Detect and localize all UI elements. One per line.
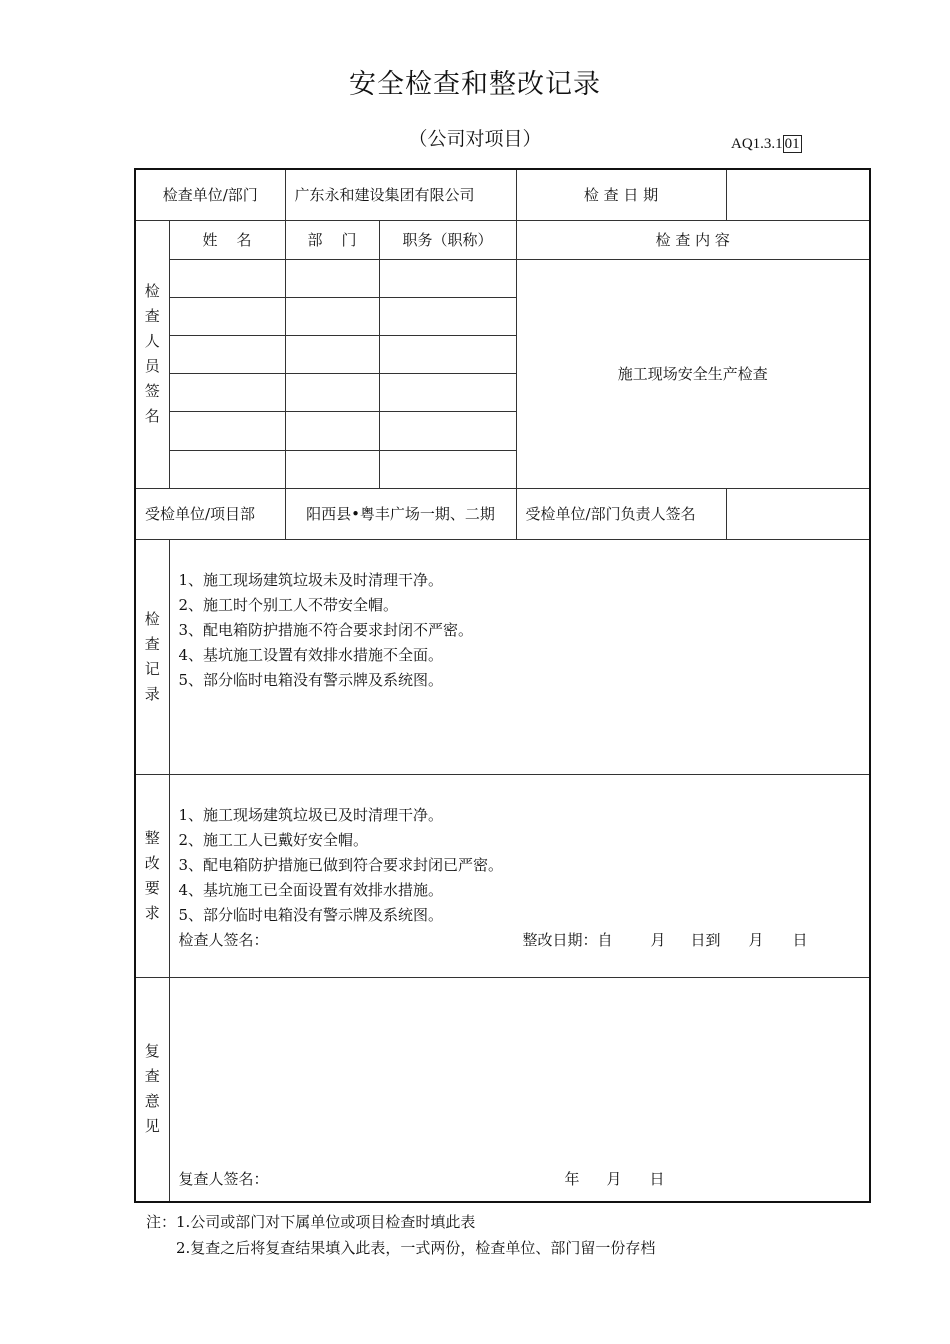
rectify-signer-label: 检查人签名： (178, 930, 269, 949)
date-label: 检 查 日 期 (516, 169, 726, 220)
review-signature-line (179, 1168, 870, 1193)
inspected-sign-value[interactable] (726, 488, 870, 539)
review-year: 年 (564, 1170, 580, 1188)
unit-label: 检查单位/部门 (135, 169, 285, 220)
inspector-dept-cell[interactable] (285, 373, 379, 411)
col-name-header: 姓 名 (169, 220, 285, 259)
inspection-form-table (134, 168, 871, 1203)
inspector-title-cell[interactable] (379, 450, 516, 488)
inspectors-header-row (135, 220, 870, 259)
review-row (135, 977, 870, 1202)
inspector-dept-cell[interactable] (285, 450, 379, 488)
review-day: 日 (649, 1170, 665, 1188)
inspector-title-cell[interactable] (379, 297, 516, 335)
record-item: 2、施工时个别工人不带安全帽。 (178, 595, 399, 614)
rectify-row (135, 774, 870, 977)
date-value[interactable] (726, 169, 870, 220)
review-content[interactable] (169, 977, 870, 1202)
rectify-signature-line (179, 928, 870, 953)
record-content (169, 539, 870, 774)
unit-value[interactable]: 广东永和建设集团有限公司 (285, 169, 516, 220)
inspector-dept-cell[interactable] (285, 335, 379, 373)
inspected-unit-row (135, 488, 870, 539)
record-item: 1、施工现场建筑垃圾未及时清理干净。 (178, 570, 444, 589)
form-code-prefix: AQ1.3.1 (731, 136, 783, 152)
header-row (135, 169, 870, 220)
review-signer-label: 复查人签名： (178, 1170, 269, 1188)
rectify-item: 1、施工现场建筑垃圾已及时清理干净。 (178, 805, 444, 824)
rectify-month2: 月 (748, 930, 764, 949)
inspector-dept-cell[interactable] (285, 297, 379, 335)
review-side-label: 复 查 意 见 (135, 977, 169, 1202)
inspector-name-cell[interactable] (169, 411, 285, 450)
rectify-side-label: 整 改 要 求 (135, 774, 169, 977)
inspector-name-cell[interactable] (169, 450, 285, 488)
footnote-2: 2.复查之后将复查结果填入此表，一式两份，检查单位、部门留一份存档 (176, 1239, 656, 1257)
footnote-1: 注：1.公司或部门对下属单位或项目检查时填此表 (146, 1213, 476, 1231)
inspector-name-cell[interactable] (169, 297, 285, 335)
rectify-day2: 日 (792, 930, 808, 949)
inspected-unit-label: 受检单位/项目部 (135, 488, 285, 539)
inspector-title-cell[interactable] (379, 259, 516, 297)
col-title-header: 职务（职称） (379, 220, 516, 259)
rectify-month1: 月 (650, 930, 666, 949)
rectify-item: 4、基坑施工已全面设置有效排水措施。 (178, 880, 444, 899)
record-item: 5、部分临时电箱没有警示牌及系统图。 (178, 670, 444, 689)
inspected-unit-value[interactable]: 阳西县•粤丰广场一期、二期 (285, 488, 516, 539)
inspection-content-value: 施工现场安全生产检查 (516, 259, 870, 488)
rectify-item: 3、配电箱防护措施已做到符合要求封闭已严密。 (178, 855, 504, 874)
inspector-row (135, 259, 870, 297)
page-subtitle: （公司对项目） (408, 128, 542, 150)
rectify-content (169, 774, 870, 977)
footnotes (146, 1209, 655, 1261)
inspector-title-cell[interactable] (379, 411, 516, 450)
inspector-name-cell[interactable] (169, 335, 285, 373)
record-item: 3、配电箱防护措施不符合要求封闭不严密。 (178, 620, 474, 639)
inspected-sign-label: 受检单位/部门负责人签名 (516, 488, 726, 539)
record-row (135, 539, 870, 774)
record-side-label: 检 查 记 录 (135, 539, 169, 774)
inspector-name-cell[interactable] (169, 259, 285, 297)
form-code (731, 136, 802, 153)
rectify-item: 5、部分临时电箱没有警示牌及系统图。 (178, 905, 444, 924)
form-code-box: 01 (784, 136, 800, 152)
inspector-title-cell[interactable] (379, 373, 516, 411)
inspectors-side-label: 检 查 人 员 签 名 (135, 220, 169, 488)
inspector-title-cell[interactable] (379, 335, 516, 373)
rectify-day-to: 日到 (690, 930, 721, 949)
rectify-date-label: 整改日期：自 (522, 930, 613, 949)
review-month: 月 (606, 1170, 622, 1188)
col-content-header: 检 查 内 容 (516, 220, 870, 259)
col-dept-header: 部 门 (285, 220, 379, 259)
page-title: 安全检查和整改记录 (349, 69, 601, 100)
record-item: 4、基坑施工设置有效排水措施不全面。 (178, 645, 444, 664)
inspector-name-cell[interactable] (169, 373, 285, 411)
inspector-dept-cell[interactable] (285, 259, 379, 297)
rectify-item: 2、施工工人已戴好安全帽。 (178, 830, 369, 849)
inspector-dept-cell[interactable] (285, 411, 379, 450)
